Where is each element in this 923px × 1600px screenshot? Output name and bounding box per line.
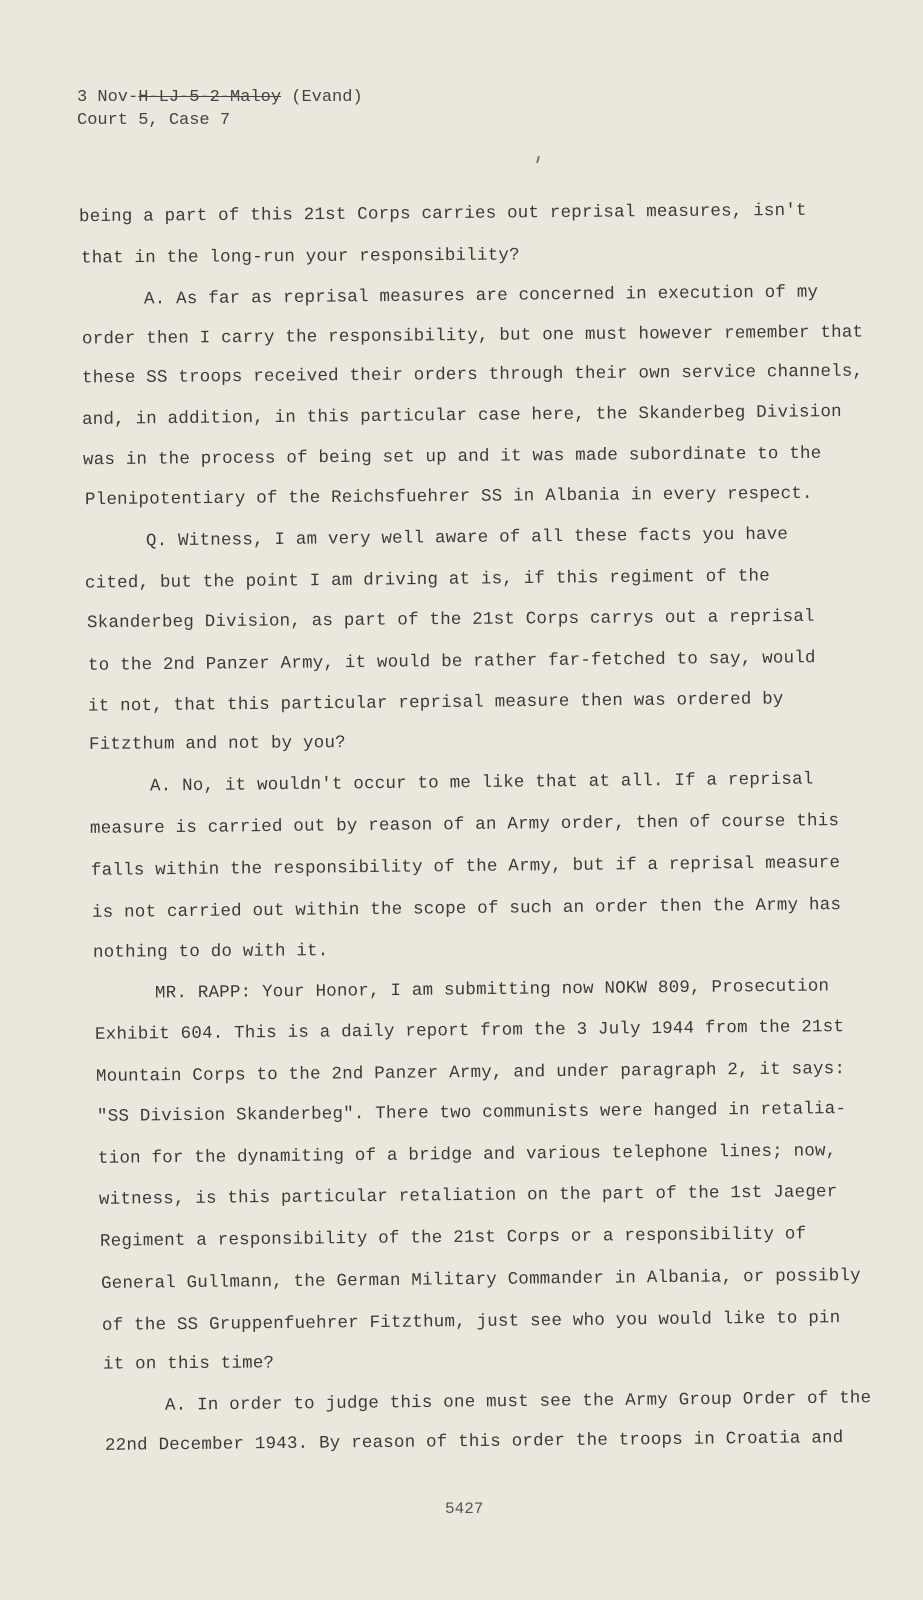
text-line: and, in addition, in this particular case here, the Skanderbeg Division xyxy=(81,402,842,430)
header-translator: (Evand) xyxy=(281,88,363,107)
header-date: 3 Nov- xyxy=(77,88,139,107)
text-line: of the SS Gruppenfuehrer Fitzthum, just see who you would like to pin xyxy=(101,1308,841,1336)
document-header xyxy=(77,86,363,132)
text-line: A. As far as reprisal measures are concerned in execution of my xyxy=(143,282,819,310)
text-line: falls within the responsibility of the Army, but if a reprisal measure xyxy=(90,853,841,881)
text-line: Mountain Corps to the 2nd Panzer Army, and under paragraph 2, it says: xyxy=(95,1059,846,1087)
text-line: it on this time? xyxy=(102,1353,275,1375)
text-line: Plenipotentiary of the Reichsfuehrer SS in Albania in every respect. xyxy=(84,483,813,511)
text-line: measure is carried out by reason of an Army order, then of course this xyxy=(89,811,840,839)
text-line: Q. Witness, I am very well aware of all these facts you have xyxy=(145,524,789,552)
text-line: was in the process of being set up and it was made subordinate to the xyxy=(82,443,822,471)
header-line-2: Court 5, Case 7 xyxy=(77,111,231,130)
text-line: A. In order to judge this one must see the Army Group Order of the xyxy=(164,1388,872,1416)
text-line: witness, is this particular retaliation on the part of the 1st Jaeger xyxy=(98,1182,838,1210)
header-struck-text: H-LJ-5-2-Maloy xyxy=(138,88,282,107)
page-number: 5427 xyxy=(445,1500,484,1518)
text-line: A. No, it wouldn't occur to me like that at all. If a reprisal xyxy=(149,769,814,797)
text-line: it not, that this particular reprisal measure then was ordered by xyxy=(87,689,784,717)
text-line: cited, but the point I am driving at is, if this regiment of the xyxy=(84,566,771,594)
text-line: being a part of this 21st Corps carries out reprisal measures, isn't xyxy=(78,200,807,228)
paper-speck xyxy=(536,156,540,163)
text-line: order then I carry the responsibility, but one must however remember that xyxy=(81,322,864,350)
text-line: tion for the dynamiting of a bridge and various telephone lines; now, xyxy=(97,1141,837,1169)
text-line: these SS troops received their orders through their own service channels, xyxy=(81,361,864,389)
text-line: General Gullmann, the German Military Commander in Albania, or possibly xyxy=(100,1266,861,1294)
text-line: is not carried out within the scope of such an order then the Army has xyxy=(91,895,842,923)
text-line: Fitzthum and not by you? xyxy=(88,733,346,755)
text-line: that in the long-run your responsibility? xyxy=(80,245,520,269)
text-line: to the 2nd Panzer Army, it would be rather far-fetched to say, would xyxy=(87,648,816,676)
text-line: Skanderbeg Division, as part of the 21st Corps carrys out a reprisal xyxy=(86,606,815,634)
text-line: MR. RAPP: Your Honor, I am submitting now NOKW 809, Prosecution xyxy=(154,976,830,1004)
text-line: "SS Division Skanderbeg". There two communists were hanged in retalia- xyxy=(96,1099,847,1127)
text-line: nothing to do with it. xyxy=(92,941,329,963)
header-line-1 xyxy=(77,86,363,109)
text-line: Exhibit 604. This is a daily report from the 3 July 1944 from the 21st xyxy=(94,1017,845,1045)
text-line: 22nd December 1943. By reason of this order the troops in Croatia and xyxy=(104,1428,844,1456)
text-line: Regiment a responsibility of the 21st Corps or a responsibility of xyxy=(99,1224,807,1252)
